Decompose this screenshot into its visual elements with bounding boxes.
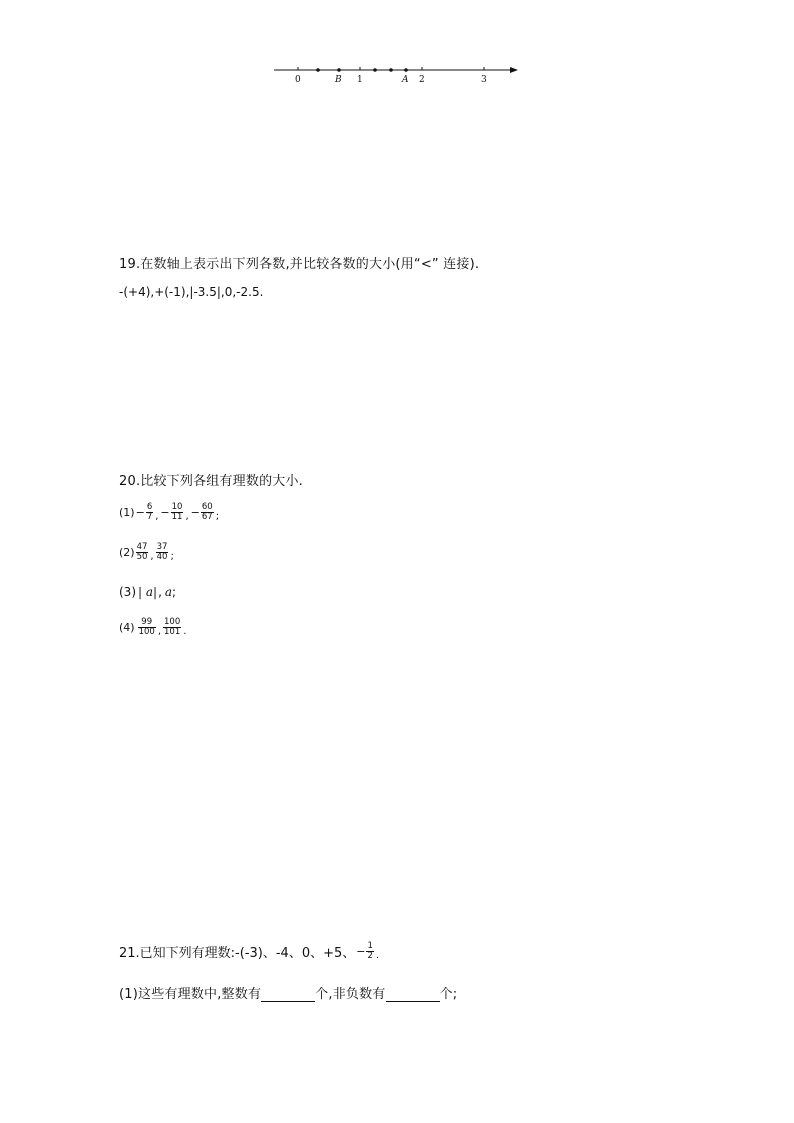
comma: , — [158, 585, 162, 599]
q20-part3-label: (3) — [119, 585, 136, 599]
point-a-dot — [404, 68, 408, 72]
q21-title-line — [119, 942, 380, 961]
denominator: 2 — [367, 951, 373, 961]
label-2: 2 — [419, 75, 425, 85]
numerator: 60 — [201, 502, 213, 512]
denominator: 40 — [156, 552, 168, 562]
label-1: 1 — [357, 75, 363, 85]
numerator: 37 — [156, 542, 168, 552]
semicolon: ; — [172, 585, 177, 599]
q20-part1 — [119, 503, 220, 522]
point-dot — [389, 68, 393, 72]
fraction — [163, 618, 181, 637]
numerator: 47 — [136, 542, 148, 552]
q20-part2 — [119, 543, 175, 562]
label-3: 3 — [481, 75, 487, 85]
denominator: 100 — [138, 627, 155, 637]
minus-sign: − — [135, 506, 145, 519]
fraction — [201, 503, 214, 522]
q21-title: 21.已知下列有理数:-(-3)、-4、0、+5、 — [119, 946, 356, 961]
minus-sign: − — [356, 945, 366, 958]
q19-numbers: -(+4),+(-1),|-3.5|,0,-2.5. — [119, 285, 264, 299]
q21-part1-text-b: 个,非负数有 — [315, 987, 386, 1002]
answer-blank-nonnegative[interactable] — [386, 989, 440, 1002]
q21-part1-text-c: 个; — [439, 987, 458, 1002]
fraction — [171, 503, 184, 522]
q20-part2-label: (2) — [119, 546, 135, 559]
denominator: 101 — [164, 627, 181, 637]
numerator: 100 — [164, 617, 181, 627]
abs-a: | a| — [138, 585, 158, 599]
answer-blank-integers[interactable] — [261, 989, 315, 1002]
comma: , — [150, 551, 154, 562]
q19-title: 19.在数轴上表示出下列各数,并比较各数的大小(用“<” 连接). — [119, 257, 480, 272]
label-b: B — [335, 75, 342, 85]
comma: , — [157, 626, 162, 637]
fraction — [146, 503, 153, 522]
fraction — [366, 942, 373, 961]
q20-part4-label: (4) — [119, 621, 135, 634]
period: . — [375, 950, 380, 961]
number-line-arrow — [510, 67, 518, 73]
numerator: 6 — [146, 502, 153, 512]
numerator: 99 — [141, 617, 153, 627]
denominator: 7 — [146, 512, 153, 522]
denominator: 11 — [171, 512, 183, 522]
comma: , — [155, 511, 159, 522]
label-a: A — [402, 75, 409, 85]
fraction — [136, 543, 149, 562]
semicolon: ; — [170, 551, 174, 562]
denominator: 67 — [201, 512, 213, 522]
minus-sign: − — [160, 506, 170, 519]
q21-part1 — [119, 983, 457, 1002]
fraction — [156, 543, 169, 562]
numerator: 1 — [367, 941, 373, 951]
point-dot — [373, 68, 377, 72]
point-b-dot — [337, 68, 341, 72]
q20-title: 20.比较下列各组有理数的大小. — [119, 474, 304, 489]
period: . — [183, 626, 187, 637]
q20-part4 — [119, 618, 187, 637]
fraction — [138, 618, 156, 637]
var-a: a — [164, 585, 173, 599]
label-0: 0 — [295, 75, 301, 85]
q21-part1-text-a: (1)这些有理数中,整数有 — [119, 987, 262, 1002]
point-dot — [316, 68, 320, 72]
q20-part1-label: (1) — [119, 506, 135, 519]
minus-sign: − — [190, 506, 200, 519]
number-line-figure — [270, 60, 530, 86]
denominator: 50 — [136, 552, 148, 562]
comma: , — [185, 511, 189, 522]
semicolon: ; — [215, 511, 220, 522]
q20-part3 — [119, 585, 176, 599]
numerator: 10 — [171, 502, 183, 512]
